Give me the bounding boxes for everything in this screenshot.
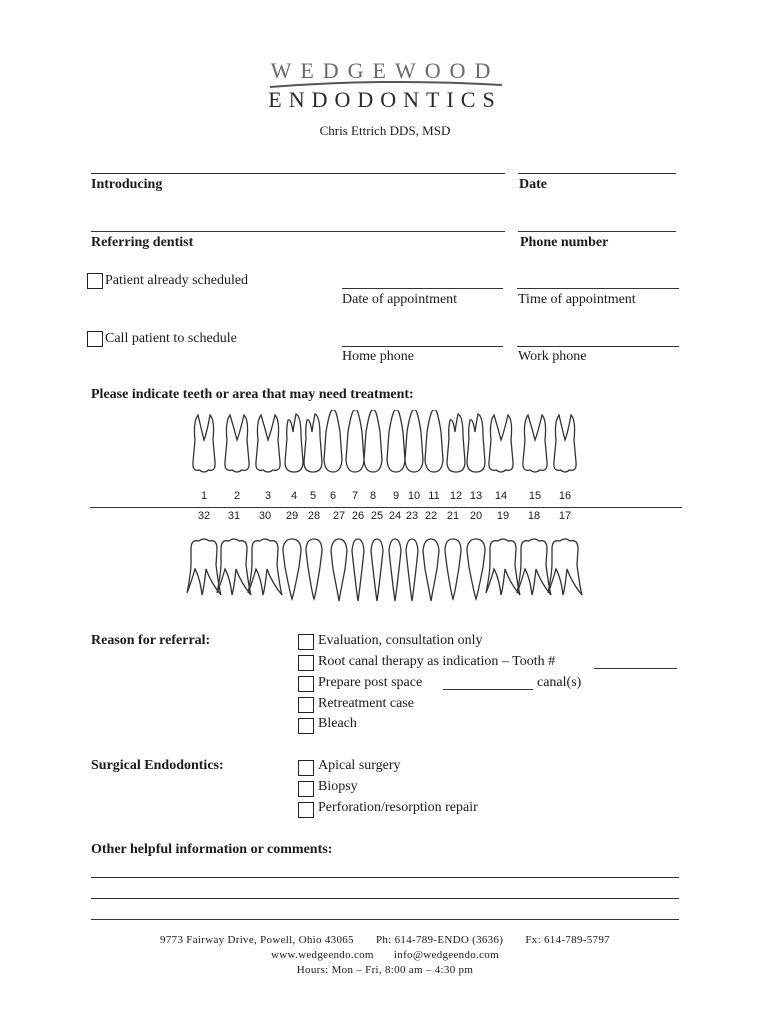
retreatment-option: Retreatment case (318, 696, 415, 711)
upper-tooth-shape-4[interactable] (285, 414, 303, 472)
upper-tooth-8[interactable]: 8 (369, 490, 377, 502)
footer-phone: Ph: 614-789-ENDO (3636) (375, 934, 504, 946)
comments-line-2[interactable] (91, 898, 679, 899)
call-patient-label: Call patient to schedule (105, 331, 237, 346)
apical-surgery-checkbox[interactable] (298, 760, 314, 776)
upper-tooth-shape-12[interactable] (447, 414, 465, 472)
lower-tooth-29[interactable]: 29 (285, 510, 299, 522)
lower-tooth-32[interactable]: 32 (197, 510, 211, 522)
comments-line-1[interactable] (91, 877, 679, 878)
time-of-appointment-label: Time of appointment (518, 292, 636, 307)
teeth-divider (90, 507, 682, 508)
lower-teeth-diagram[interactable] (180, 533, 595, 608)
lower-tooth-shape-22[interactable] (423, 539, 439, 601)
date-label: Date (519, 177, 547, 192)
upper-tooth-7[interactable]: 7 (351, 490, 359, 502)
time-of-appointment-line[interactable] (517, 288, 679, 289)
referring-dentist-line[interactable] (91, 231, 505, 232)
lower-tooth-shape-31[interactable] (217, 539, 251, 595)
reason-for-referral-label: Reason for referral: (91, 633, 211, 648)
upper-tooth-shape-1[interactable] (193, 415, 215, 472)
upper-tooth-13[interactable]: 13 (469, 490, 483, 502)
surgical-endodontics-label: Surgical Endodontics: (91, 758, 224, 773)
bleach-option: Bleach (318, 716, 357, 731)
footer-email[interactable]: info@wedgeendo.com (393, 949, 499, 961)
footer-fax: Fx: 614-789-5797 (525, 934, 610, 946)
introducing-label: Introducing (91, 177, 163, 192)
lower-tooth-shape-21[interactable] (445, 539, 461, 599)
perforation-checkbox[interactable] (298, 802, 314, 818)
phone-number-line[interactable] (518, 231, 676, 232)
evaluation-option: Evaluation, consultation only (318, 633, 483, 648)
logo-endodontics: ENDODONTICS (268, 87, 502, 112)
date-of-appointment-label: Date of appointment (342, 292, 458, 307)
upper-tooth-shape-11[interactable] (425, 410, 443, 472)
lower-tooth-shape-30[interactable] (248, 539, 282, 595)
upper-tooth-14[interactable]: 14 (494, 490, 508, 502)
lower-tooth-shape-18[interactable] (517, 539, 551, 595)
introducing-line[interactable] (91, 173, 505, 174)
upper-tooth-16[interactable]: 16 (558, 490, 572, 502)
evaluation-checkbox[interactable] (298, 634, 314, 650)
post-space-line[interactable] (443, 689, 533, 690)
upper-tooth-shape-3[interactable] (256, 415, 280, 472)
lower-tooth-shape-28[interactable] (306, 539, 322, 599)
perforation-option: Perforation/resorption repair (318, 800, 478, 815)
lower-tooth-24[interactable]: 24 (388, 510, 402, 522)
date-of-appointment-line[interactable] (342, 288, 503, 289)
lower-tooth-21[interactable]: 21 (446, 510, 460, 522)
footer-website[interactable]: www.wedgeendo.com (271, 949, 374, 961)
upper-tooth-12[interactable]: 12 (449, 490, 463, 502)
upper-tooth-11[interactable]: 11 (428, 490, 440, 502)
lower-tooth-27[interactable]: 27 (332, 510, 346, 522)
lower-tooth-26[interactable]: 26 (351, 510, 365, 522)
lower-tooth-22[interactable]: 22 (424, 510, 438, 522)
lower-tooth-shape-26[interactable] (352, 539, 364, 601)
upper-tooth-shape-10[interactable] (405, 410, 423, 472)
referring-dentist-label: Referring dentist (91, 235, 194, 250)
footer-web-line (0, 949, 770, 961)
phone-number-label: Phone number (520, 235, 609, 250)
upper-tooth-shape-6[interactable] (324, 410, 342, 472)
lower-tooth-28[interactable]: 28 (307, 510, 321, 522)
date-line[interactable] (518, 173, 676, 174)
post-space-checkbox[interactable] (298, 676, 314, 692)
upper-tooth-3[interactable]: 3 (264, 490, 272, 502)
lower-tooth-17[interactable]: 17 (558, 510, 572, 522)
upper-tooth-shape-7[interactable] (346, 410, 364, 472)
lower-tooth-19[interactable]: 19 (496, 510, 510, 522)
root-canal-checkbox[interactable] (298, 655, 314, 671)
comments-line-3[interactable] (91, 919, 679, 920)
bleach-checkbox[interactable] (298, 718, 314, 734)
biopsy-option: Biopsy (318, 779, 358, 794)
upper-tooth-shape-16[interactable] (554, 415, 576, 472)
upper-tooth-shape-2[interactable] (225, 415, 249, 472)
patient-scheduled-checkbox[interactable] (87, 273, 103, 289)
footer-contact-line (0, 934, 770, 946)
lower-tooth-shape-20[interactable] (467, 539, 485, 599)
apical-surgery-option: Apical surgery (318, 758, 401, 773)
upper-tooth-2[interactable]: 2 (233, 490, 241, 502)
lower-tooth-shape-19[interactable] (486, 539, 520, 595)
lower-tooth-18[interactable]: 18 (527, 510, 541, 522)
upper-tooth-4[interactable]: 4 (290, 490, 298, 502)
lower-tooth-shape-23[interactable] (406, 539, 418, 601)
upper-tooth-shape-5[interactable] (304, 414, 322, 472)
biopsy-checkbox[interactable] (298, 781, 314, 797)
call-patient-checkbox[interactable] (87, 331, 103, 347)
upper-tooth-shape-8[interactable] (364, 410, 382, 472)
footer-hours: Hours: Mon – Fri, 8:00 am – 4:30 pm (296, 964, 474, 976)
footer-address: 9773 Fairway Drive, Powell, Ohio 43065 (160, 934, 354, 946)
teeth-heading: Please indicate teeth or area that may need treatment: (91, 387, 414, 402)
upper-tooth-9[interactable]: 9 (392, 490, 400, 502)
doctor-name: Chris Ettrich DDS, MSD (319, 123, 451, 138)
post-space-option: Prepare post space (318, 675, 423, 690)
lower-tooth-20[interactable]: 20 (469, 510, 483, 522)
canals-suffix: canal(s) (537, 675, 582, 690)
root-canal-option: Root canal therapy as indication – Tooth # (318, 654, 556, 669)
lower-tooth-31[interactable]: 31 (227, 510, 241, 522)
lower-tooth-25[interactable]: 25 (370, 510, 384, 522)
upper-tooth-shape-9[interactable] (387, 410, 405, 472)
upper-tooth-15[interactable]: 15 (528, 490, 542, 502)
home-phone-label: Home phone (342, 349, 414, 364)
work-phone-label: Work phone (518, 349, 587, 364)
lower-tooth-shape-27[interactable] (331, 539, 347, 601)
lower-tooth-shape-24[interactable] (389, 539, 401, 601)
lower-tooth-shape-32[interactable] (187, 539, 221, 595)
retreatment-checkbox[interactable] (298, 697, 314, 713)
comments-label: Other helpful information or comments: (91, 842, 333, 857)
upper-teeth-diagram[interactable] (180, 410, 590, 485)
home-phone-line[interactable] (342, 346, 503, 347)
upper-tooth-5[interactable]: 5 (309, 490, 317, 502)
upper-tooth-1[interactable]: 1 (200, 490, 208, 502)
lower-tooth-23[interactable]: 23 (405, 510, 419, 522)
upper-tooth-shape-13[interactable] (467, 414, 485, 472)
upper-tooth-6[interactable]: 6 (329, 490, 337, 502)
upper-tooth-shape-15[interactable] (523, 415, 547, 472)
tooth-number-line[interactable] (594, 668, 677, 669)
upper-tooth-shape-14[interactable] (489, 415, 513, 472)
lower-tooth-shape-29[interactable] (283, 539, 301, 599)
lower-tooth-30[interactable]: 30 (258, 510, 272, 522)
patient-scheduled-label: Patient already scheduled (105, 273, 249, 288)
logo-wedgewood: WEDGEWOOD (270, 58, 500, 83)
lower-tooth-shape-17[interactable] (548, 539, 582, 595)
upper-tooth-10[interactable]: 10 (407, 490, 421, 502)
work-phone-line[interactable] (517, 346, 679, 347)
lower-tooth-shape-25[interactable] (371, 539, 383, 601)
